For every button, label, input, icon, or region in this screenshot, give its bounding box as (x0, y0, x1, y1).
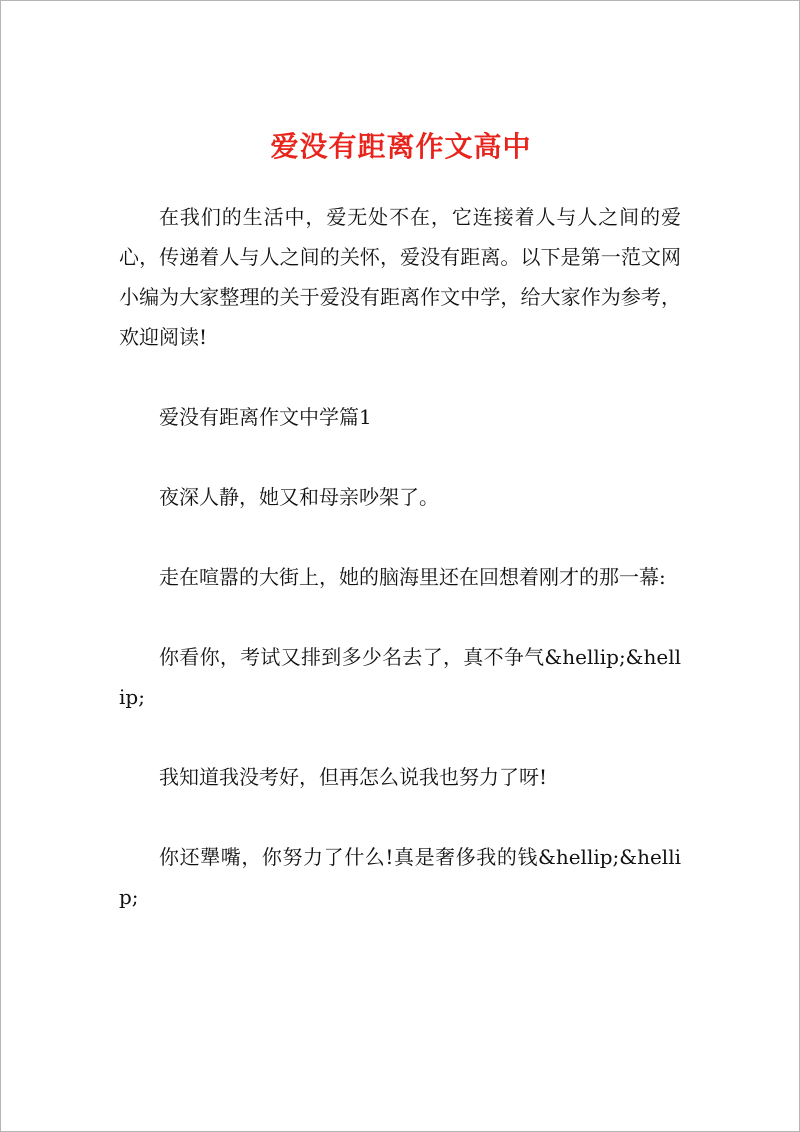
document-title: 爱没有距离作文高中 (270, 130, 532, 163)
paragraph: 夜深人静，她又和母亲吵架了。 (159, 485, 439, 509)
paragraph: 你看你，考试又排到多少名去了，真不争气&hellip;&hellip; (119, 645, 681, 709)
paragraph: 你还犟嘴，你努力了什么!真是奢侈我的钱&hellip;&hellip; (119, 845, 681, 909)
document-body (119, 197, 681, 957)
paragraph: 走在喧嚣的大街上，她的脑海里还在回想着刚才的那一幕: (159, 565, 666, 589)
paragraph: 我知道我没考好，但再怎么说我也努力了呀! (159, 765, 548, 789)
paragraph-intro: 在我们的生活中，爱无处不在，它连接着人与人之间的爱心，传递着人与人之间的关怀，爱没有距离。以下是第一范文网小编为大家整理的关于爱没有距离作文中学，给大家作为参考，欢迎阅读! (119, 205, 681, 349)
paragraph-section-heading: 爱没有距离作文中学篇1 (159, 405, 372, 429)
